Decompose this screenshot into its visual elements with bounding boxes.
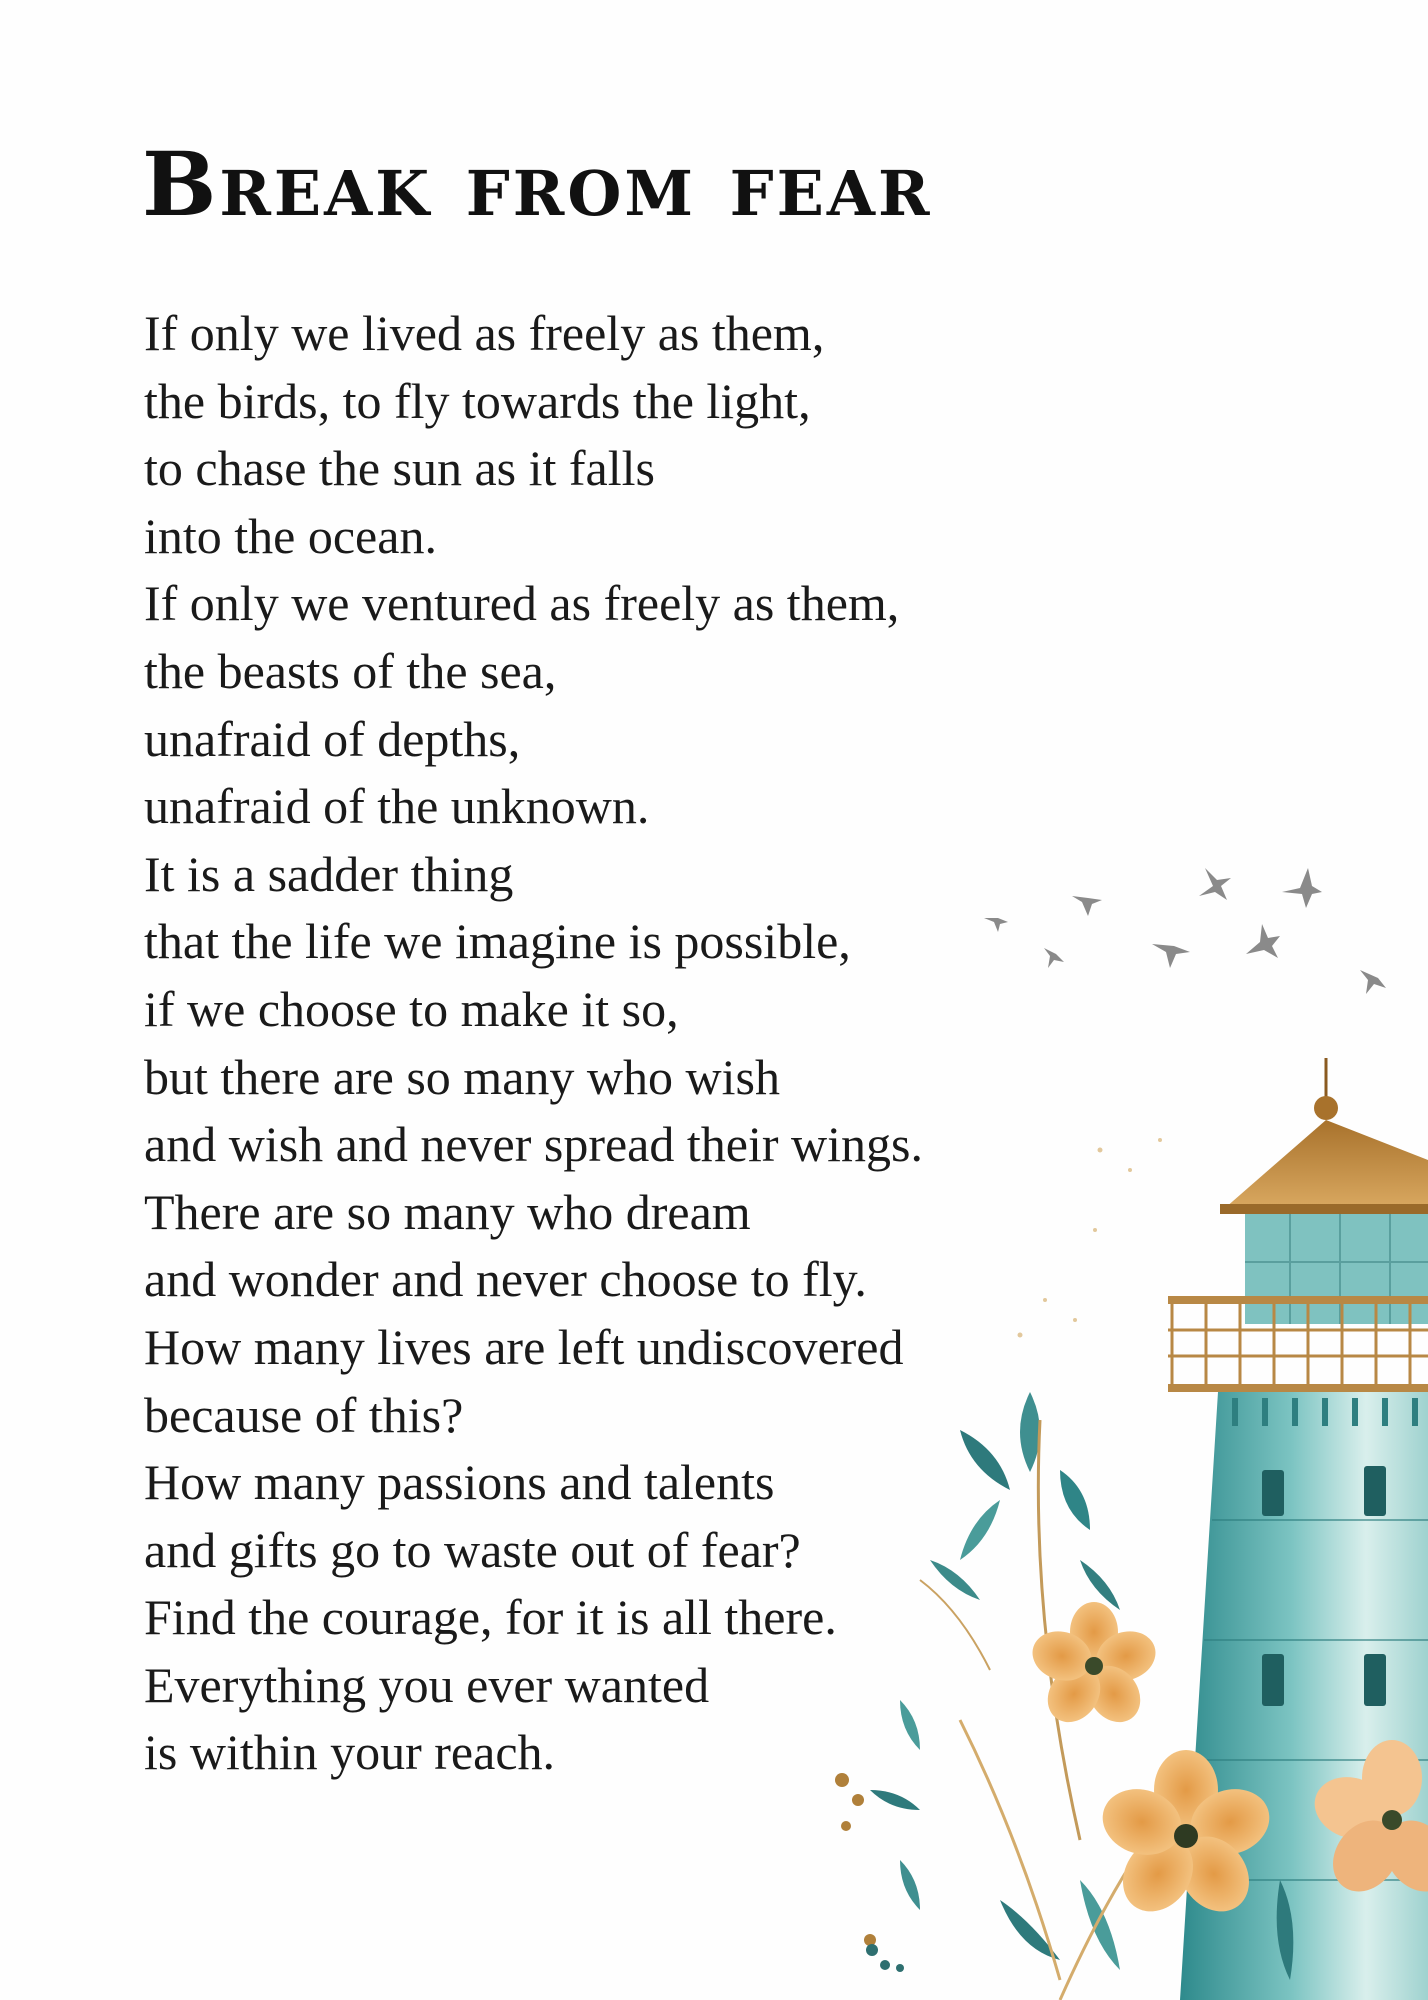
poem-line: If only we ventured as freely as them, <box>144 575 900 632</box>
bird-icon <box>1246 924 1280 958</box>
poem-line: into the ocean. <box>144 507 437 564</box>
poem-line: but there are so many who wish <box>144 1048 780 1105</box>
bird-icon <box>1199 868 1231 900</box>
bird-icon <box>1152 944 1190 968</box>
poem-body <box>144 300 923 1787</box>
poem-line: If only we lived as freely as them, <box>144 305 825 361</box>
poem-line: because of this? <box>144 1386 464 1443</box>
lighthouse-icon <box>1168 1058 1428 2000</box>
flower-icon <box>1026 1602 1162 1732</box>
poem-line: unafraid of the unknown. <box>144 778 650 835</box>
bird-icon <box>984 918 1008 932</box>
birds-group <box>984 868 1386 994</box>
leaf-icon <box>960 1500 1000 1560</box>
poem-line: and wish and never spread their wings. <box>144 1116 923 1173</box>
poem-line: is within your reach. <box>144 1724 556 1781</box>
poem-line: There are so many who dream <box>144 1183 751 1240</box>
bird-icon <box>1044 948 1064 968</box>
poem-line: if we choose to make it so, <box>144 980 679 1037</box>
poem-line: that the life we imagine is possible, <box>144 913 851 970</box>
leaf-icon <box>1277 1880 1294 1980</box>
poem-line: unafraid of depths, <box>144 710 521 767</box>
poem-line: the birds, to fly towards the light, <box>144 372 811 429</box>
poem-line: to chase the sun as it falls <box>144 440 655 497</box>
poem-line: the beasts of the sea, <box>144 642 557 699</box>
poem-line: and wonder and never choose to fly. <box>144 1251 867 1308</box>
leaf-icon <box>900 1860 920 1910</box>
leaf-icon <box>1060 1470 1090 1530</box>
poem-line: How many passions and talents <box>144 1454 775 1511</box>
poem-line: Everything you ever wanted <box>144 1656 710 1713</box>
leaf-icon <box>870 1790 920 1810</box>
leaf-icon <box>1080 1560 1120 1610</box>
flower-icon <box>1094 1750 1278 1925</box>
leaf-icon <box>1000 1900 1060 1960</box>
poem-line: and gifts go to waste out of fear? <box>144 1521 801 1578</box>
leaf-icon <box>1020 1392 1040 1472</box>
leaf-icon <box>930 1560 980 1600</box>
poem-line: Find the courage, for it is all there. <box>144 1589 837 1646</box>
leaf-icon <box>1080 1880 1120 1970</box>
poem-line: It is a sadder thing <box>144 845 514 902</box>
bird-icon <box>1360 970 1386 994</box>
flower-icon <box>1307 1740 1428 1904</box>
sparkles <box>1018 1138 1163 1338</box>
poem-title: Break from fear <box>142 132 933 236</box>
leaf-icon <box>960 1430 1010 1490</box>
bird-icon <box>1282 868 1322 908</box>
poem-line: How many lives are left undiscovered <box>144 1318 904 1375</box>
bird-icon <box>1072 896 1102 916</box>
